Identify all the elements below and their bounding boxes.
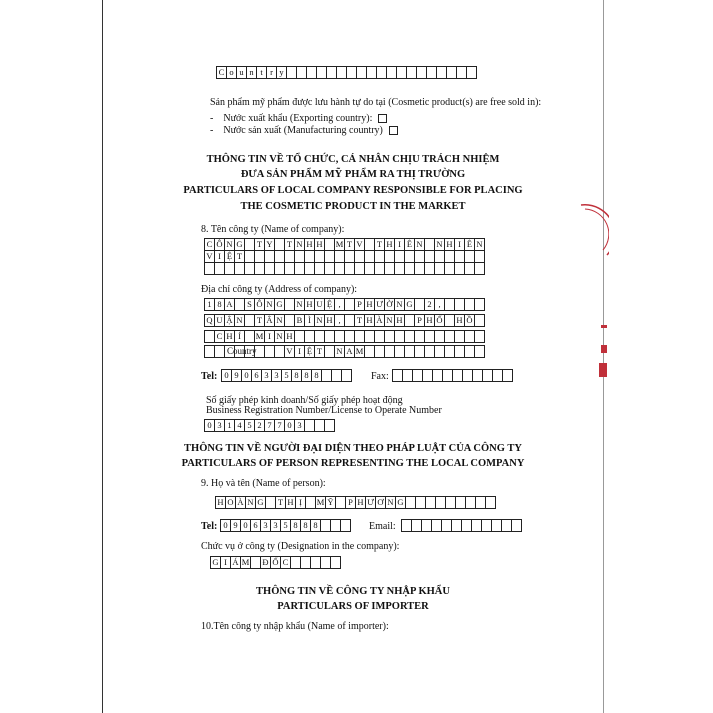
form-page <box>102 0 604 713</box>
license-char-cell[interactable]: 4 <box>234 419 245 432</box>
address-char-cell[interactable]: T <box>354 314 365 327</box>
company-char-cell[interactable]: M <box>335 239 344 249</box>
address-char-cell[interactable]: P <box>354 298 365 311</box>
person-char-cell[interactable]: Ỹ <box>325 496 336 509</box>
tel-char-cell[interactable]: 8 <box>301 369 312 382</box>
company-char-cell[interactable]: Ô <box>214 238 225 251</box>
country-char-cell[interactable]: t <box>256 66 267 79</box>
importer-name-label: 10.Tên công ty nhập khẩu (Name of importer): <box>201 621 389 632</box>
address-char-cell[interactable]: A <box>224 298 235 311</box>
designation-char-cell[interactable] <box>330 556 341 569</box>
company-char-cell[interactable]: Y <box>264 238 275 251</box>
company-char-cell[interactable]: I <box>394 238 405 251</box>
tel-box-row[interactable] <box>221 369 351 382</box>
address-char-cell[interactable]: N <box>274 314 285 327</box>
address-char-cell[interactable]: N <box>384 314 395 327</box>
address-char-cell[interactable]: H <box>224 330 235 343</box>
exporting-country-checkbox[interactable] <box>378 114 387 123</box>
designation-char-cell[interactable]: Đ <box>260 556 271 569</box>
address-char-cell[interactable]: G <box>404 298 415 311</box>
person-char-cell[interactable]: G <box>255 496 266 509</box>
address-country-cell[interactable]: Ệ <box>304 345 315 358</box>
tel-char-cell[interactable]: 5 <box>281 369 292 382</box>
country-char-cell[interactable]: n <box>246 66 257 79</box>
address-char-cell[interactable]: Q <box>204 314 215 327</box>
address-char-cell[interactable]: T <box>254 314 265 327</box>
license-char-cell[interactable]: 7 <box>264 419 275 432</box>
stamp-mark <box>579 195 609 395</box>
person-tel-cell[interactable]: 6 <box>250 519 261 532</box>
country-char-cell[interactable]: r <box>266 66 277 79</box>
address-char-cell[interactable]: H <box>394 314 405 327</box>
company-char-cell[interactable]: T <box>344 238 355 251</box>
tel-char-cell[interactable] <box>341 369 352 382</box>
tel-char-cell[interactable]: 3 <box>261 369 272 382</box>
address-char-cell[interactable]: H <box>364 314 375 327</box>
address-char-cell[interactable]: N <box>234 314 245 327</box>
email-char-cell[interactable] <box>511 519 522 532</box>
address-char-cell[interactable]: N <box>264 298 275 311</box>
company-char-cell[interactable]: T <box>234 250 245 263</box>
address-char-cell[interactable] <box>474 298 485 311</box>
designation-char-cell[interactable]: C <box>280 556 291 569</box>
person-name-label: 9. Họ và tên (Name of person): <box>201 478 326 489</box>
company-address-row[interactable] <box>204 298 484 311</box>
fax-char-cell[interactable] <box>502 369 513 382</box>
license-char-cell[interactable] <box>324 419 335 432</box>
person-char-cell[interactable]: H <box>285 496 296 509</box>
tel-label: Tel: <box>201 371 218 382</box>
company-char-cell[interactable]: G <box>234 238 245 251</box>
company-name-label: 8. Tên công ty (Name of company): <box>201 224 345 235</box>
address-country-label: Country <box>227 346 257 356</box>
address-char-cell[interactable]: Ố <box>434 314 445 327</box>
company-address-row[interactable] <box>204 330 484 343</box>
address-char-cell[interactable]: H <box>454 314 465 327</box>
country-char-cell[interactable]: u <box>236 66 247 79</box>
company-char-cell[interactable] <box>474 262 485 275</box>
license-char-cell[interactable]: 0 <box>204 419 215 432</box>
address-char-cell[interactable]: Ờ <box>384 298 395 311</box>
fax-box-row[interactable] <box>392 369 512 382</box>
person-char-cell[interactable]: O <box>225 496 236 509</box>
address-char-cell[interactable]: N <box>314 314 325 327</box>
person-char-cell[interactable]: N <box>385 496 396 509</box>
tel-char-cell[interactable]: 9 <box>231 369 242 382</box>
company-char-cell[interactable]: I <box>454 238 465 251</box>
manufacturing-country-option[interactable]: - Nước sản xuất (Manufacturing country) <box>210 125 398 137</box>
company-address-row[interactable] <box>204 314 484 327</box>
heading1-line4: THE COSMETIC PRODUCT IN THE MARKET <box>240 201 466 212</box>
company-char-cell[interactable]: Ê <box>464 238 475 251</box>
country-char-cell[interactable]: o <box>226 66 237 79</box>
address-char-cell[interactable]: À <box>374 314 385 327</box>
heading1-line2: ĐƯA SẢN PHẨM MỸ PHẨM RA THỊ TRƯỜNG <box>240 169 466 180</box>
designation-char-cell[interactable]: M <box>241 557 250 567</box>
person-char-cell[interactable]: Ơ <box>375 496 386 509</box>
address-char-cell[interactable]: S <box>244 298 255 311</box>
company-char-cell[interactable]: H <box>314 238 325 251</box>
email-label: Email: <box>369 521 396 532</box>
person-char-cell[interactable]: À <box>235 496 246 509</box>
address-char-cell[interactable]: N <box>274 330 285 343</box>
manufacturing-country-checkbox[interactable] <box>389 126 398 135</box>
address-char-cell[interactable]: 1 <box>204 298 215 311</box>
free-sale-label: Sản phẩm mỹ phẩm được lưu hành tự do tại (Cosmetic product(s) are free sold in): <box>210 97 542 108</box>
address-char-cell[interactable]: N <box>294 298 305 311</box>
person-char-cell[interactable]: H <box>355 496 366 509</box>
license-char-cell[interactable]: 3 <box>294 419 305 432</box>
address-country-cell[interactable]: I <box>294 345 305 358</box>
country-char-cell[interactable] <box>466 66 477 79</box>
license-char-cell[interactable]: 7 <box>274 419 285 432</box>
address-char-cell[interactable]: N <box>394 298 405 311</box>
email-box-row[interactable] <box>401 519 521 532</box>
person-char-cell[interactable] <box>485 496 496 509</box>
person-name-row[interactable] <box>215 496 495 509</box>
person-tel-cell[interactable]: 3 <box>260 519 271 532</box>
address-char-cell[interactable]: Ậ <box>224 314 235 327</box>
company-char-cell[interactable]: V <box>204 250 215 263</box>
address-char-cell[interactable]: H <box>284 330 295 343</box>
address-country-cell[interactable] <box>474 345 485 358</box>
address-char-cell[interactable]: , <box>434 298 445 311</box>
designation-row[interactable] <box>210 556 340 569</box>
tel-char-cell[interactable]: 8 <box>311 369 322 382</box>
address-char-cell[interactable]: C <box>214 330 225 343</box>
license-char-cell[interactable]: 3 <box>214 419 225 432</box>
license-char-cell[interactable]: 0 <box>284 419 295 432</box>
company-char-cell[interactable]: H <box>444 238 455 251</box>
address-char-cell[interactable]: Ư <box>374 298 385 311</box>
address-country-cell[interactable]: M <box>355 346 364 356</box>
person-char-cell[interactable]: T <box>275 496 286 509</box>
company-char-cell[interactable]: N <box>434 238 445 251</box>
address-char-cell[interactable]: H <box>304 298 315 311</box>
person-tel-cell[interactable]: 3 <box>270 519 281 532</box>
address-country-cell[interactable]: A <box>344 345 355 358</box>
company-char-cell[interactable]: N <box>294 238 305 251</box>
company-char-cell[interactable]: T <box>284 238 295 251</box>
heading3-line1: THÔNG TIN VỀ CÔNG TY NHẬP KHẨU <box>256 586 450 597</box>
exporting-country-option[interactable]: - Nước xuất khẩu (Exporting country): <box>210 113 387 125</box>
address-country-cell[interactable]: N <box>334 345 345 358</box>
person-tel-row[interactable] <box>220 519 350 532</box>
tel-char-cell[interactable]: 0 <box>221 369 232 382</box>
person-char-cell[interactable]: Ư <box>365 496 376 509</box>
fax-label: Fax: <box>371 371 389 382</box>
company-char-cell[interactable]: N <box>224 238 235 251</box>
address-char-cell[interactable]: H <box>364 298 375 311</box>
tel-char-cell[interactable]: 6 <box>251 369 262 382</box>
address-char-cell[interactable]: , <box>334 314 345 327</box>
company-name-row[interactable] <box>204 262 484 275</box>
company-char-cell[interactable]: Ệ <box>224 250 235 263</box>
person-tel-cell[interactable]: 9 <box>230 519 241 532</box>
country-char-cell[interactable]: y <box>276 66 287 79</box>
address-country-row[interactable] <box>204 345 484 358</box>
company-char-cell[interactable]: N <box>474 238 485 251</box>
license-label-en: Business Registration Number/License to Operate Number <box>206 405 442 416</box>
address-char-cell[interactable]: , <box>334 298 345 311</box>
manufacturing-country-label: Nước sản xuất (Manufacturing country) <box>223 125 383 136</box>
person-char-cell[interactable]: P <box>345 496 356 509</box>
heading2-line1: THÔNG TIN VỀ NGƯỜI ĐẠI DIỆN THEO PHÁP LUẬT CỦA CÔNG TY <box>184 443 522 454</box>
person-char-cell[interactable]: M <box>316 497 325 507</box>
person-tel-cell[interactable]: 8 <box>310 519 321 532</box>
address-char-cell[interactable]: Ệ <box>324 298 335 311</box>
designation-char-cell[interactable]: Ố <box>270 556 281 569</box>
license-char-cell[interactable]: 5 <box>244 419 255 432</box>
address-char-cell[interactable] <box>474 314 485 327</box>
address-char-cell[interactable]: 2 <box>424 298 435 311</box>
company-char-cell[interactable]: T <box>254 238 265 251</box>
designation-label: Chức vụ ở công ty (Designation in the company): <box>201 541 400 552</box>
company-char-cell[interactable]: I <box>214 250 225 263</box>
address-char-cell[interactable]: Ô <box>254 298 265 311</box>
address-char-cell[interactable]: Ồ <box>464 314 475 327</box>
person-char-cell[interactable]: H <box>215 496 226 509</box>
address-char-cell[interactable]: U <box>214 314 225 327</box>
address-country-cell[interactable]: V <box>284 345 295 358</box>
tel-char-cell[interactable]: 8 <box>291 369 302 382</box>
company-char-cell[interactable]: Ê <box>404 238 415 251</box>
company-char-cell[interactable]: V <box>354 238 365 251</box>
designation-char-cell[interactable]: I <box>220 556 231 569</box>
country-char-cell[interactable]: C <box>216 66 227 79</box>
address-char-cell[interactable]: Ì <box>304 314 315 327</box>
company-char-cell[interactable]: C <box>204 238 215 251</box>
tel-char-cell[interactable]: 3 <box>271 369 282 382</box>
person-tel-cell[interactable]: 0 <box>220 519 231 532</box>
address-char-cell[interactable]: G <box>274 298 285 311</box>
heading2-line2: PARTICULARS OF PERSON REPRESENTING THE LOCAL COMPANY <box>181 458 525 469</box>
address-char-cell[interactable] <box>474 330 485 343</box>
person-tel-cell[interactable]: 5 <box>280 519 291 532</box>
address-char-cell[interactable]: 8 <box>214 298 225 311</box>
company-char-cell[interactable]: H <box>304 238 315 251</box>
heading1-line3: PARTICULARS OF LOCAL COMPANY RESPONSIBLE FOR PLACING <box>183 185 523 196</box>
address-country-cell[interactable]: T <box>314 345 325 358</box>
person-char-cell[interactable]: Ị <box>295 496 306 509</box>
company-char-cell[interactable]: N <box>414 238 425 251</box>
address-char-cell[interactable]: H <box>324 314 335 327</box>
license-label-vi: Số giấy phép kinh doanh/Số giấy phép hoạt động <box>206 395 403 406</box>
license-box-row[interactable] <box>204 419 334 432</box>
address-char-cell[interactable]: M <box>255 331 264 341</box>
company-char-cell[interactable]: H <box>384 238 395 251</box>
country-box-row[interactable] <box>216 66 476 79</box>
license-char-cell[interactable]: 1 <box>224 419 235 432</box>
exporting-country-label: Nước xuất khẩu (Exporting country): <box>223 113 373 124</box>
person-char-cell[interactable]: N <box>245 496 256 509</box>
tel-char-cell[interactable]: 0 <box>241 369 252 382</box>
address-char-cell[interactable]: I <box>264 330 275 343</box>
person-tel-label: Tel: <box>201 521 218 532</box>
address-char-cell[interactable]: P <box>414 314 425 327</box>
designation-char-cell[interactable]: G <box>210 556 221 569</box>
address-char-cell[interactable]: Í <box>234 330 245 343</box>
person-tel-cell[interactable]: 8 <box>300 519 311 532</box>
heading1-line1: THÔNG TIN VỀ TỔ CHỨC, CÁ NHÂN CHỊU TRÁCH NHIỆM <box>206 154 500 165</box>
person-tel-cell[interactable]: 8 <box>290 519 301 532</box>
heading3-line2: PARTICULARS OF IMPORTER <box>277 601 429 612</box>
person-char-cell[interactable]: G <box>395 496 406 509</box>
company-address-label: Địa chỉ công ty (Address of company): <box>201 284 358 295</box>
license-char-cell[interactable]: 2 <box>254 419 265 432</box>
address-char-cell[interactable]: Â <box>264 314 275 327</box>
person-tel-cell[interactable] <box>340 519 351 532</box>
address-char-cell[interactable]: B <box>294 314 305 327</box>
company-char-cell[interactable]: T <box>374 238 385 251</box>
person-tel-cell[interactable]: 0 <box>240 519 251 532</box>
address-char-cell[interactable]: U <box>314 298 325 311</box>
designation-char-cell[interactable]: Á <box>230 556 241 569</box>
address-char-cell[interactable]: H <box>424 314 435 327</box>
